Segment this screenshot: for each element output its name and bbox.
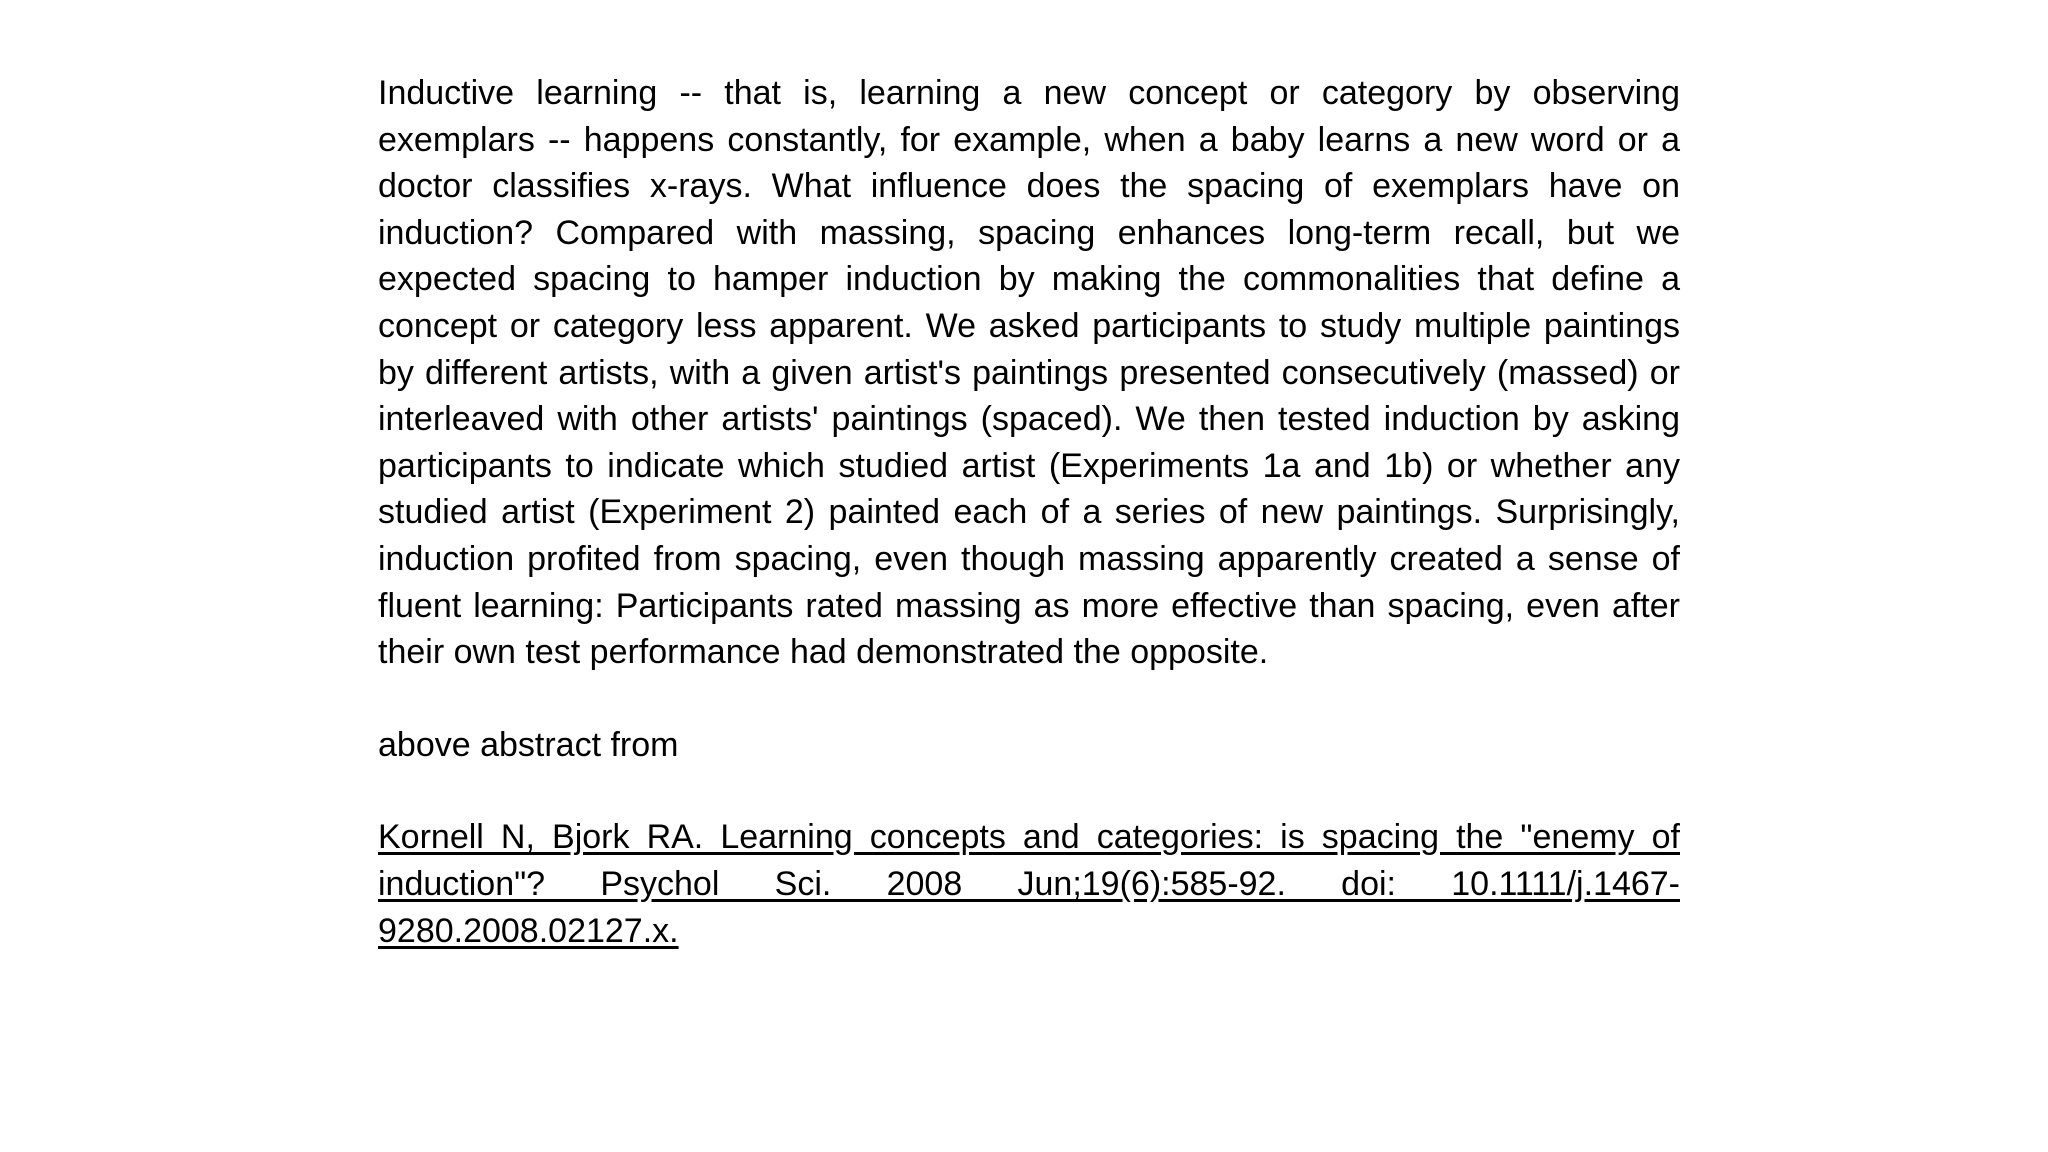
abstract-paragraph: Inductive learning -- that is, learning a new concept or category by observing exemplars -- happens constantly, for example, when a baby learns a new word or a doctor classifies x-rays. What influence does the spacing of exemplars have on induction? Compared with massing, spacing enhances long-term recall, but we expected spacing to hamper induction by making the commonalities that define a concept or category less apparent. We asked participants to study multiple paintings by different artists, with a given artist's paintings presented consecutively (massed) or interleaved with other artists' paintings (spaced). We then tested induction by asking participants to indicate which studied artist (Experiments 1a and 1b) or whether any studied artist (Experiment 2) painted each of a series of new paintings. Surprisingly, induction profited from spacing, even though massing apparently created a sense of fluent learning: Participants rated massing as more effective than spacing, even after their own test performance had demonstrated the opposite. [378, 74, 1680, 672]
source-note: above abstract from [378, 725, 679, 764]
slide-text-block [378, 70, 1680, 954]
citation-link[interactable]: Kornell N, Bjork RA. Learning concepts and categories: is spacing the "enemy of induction"? Psychol Sci. 2008 Jun;19(6):585-92. doi: 10.1111/j.1467-9280.2008.02127.x. [378, 818, 1680, 950]
